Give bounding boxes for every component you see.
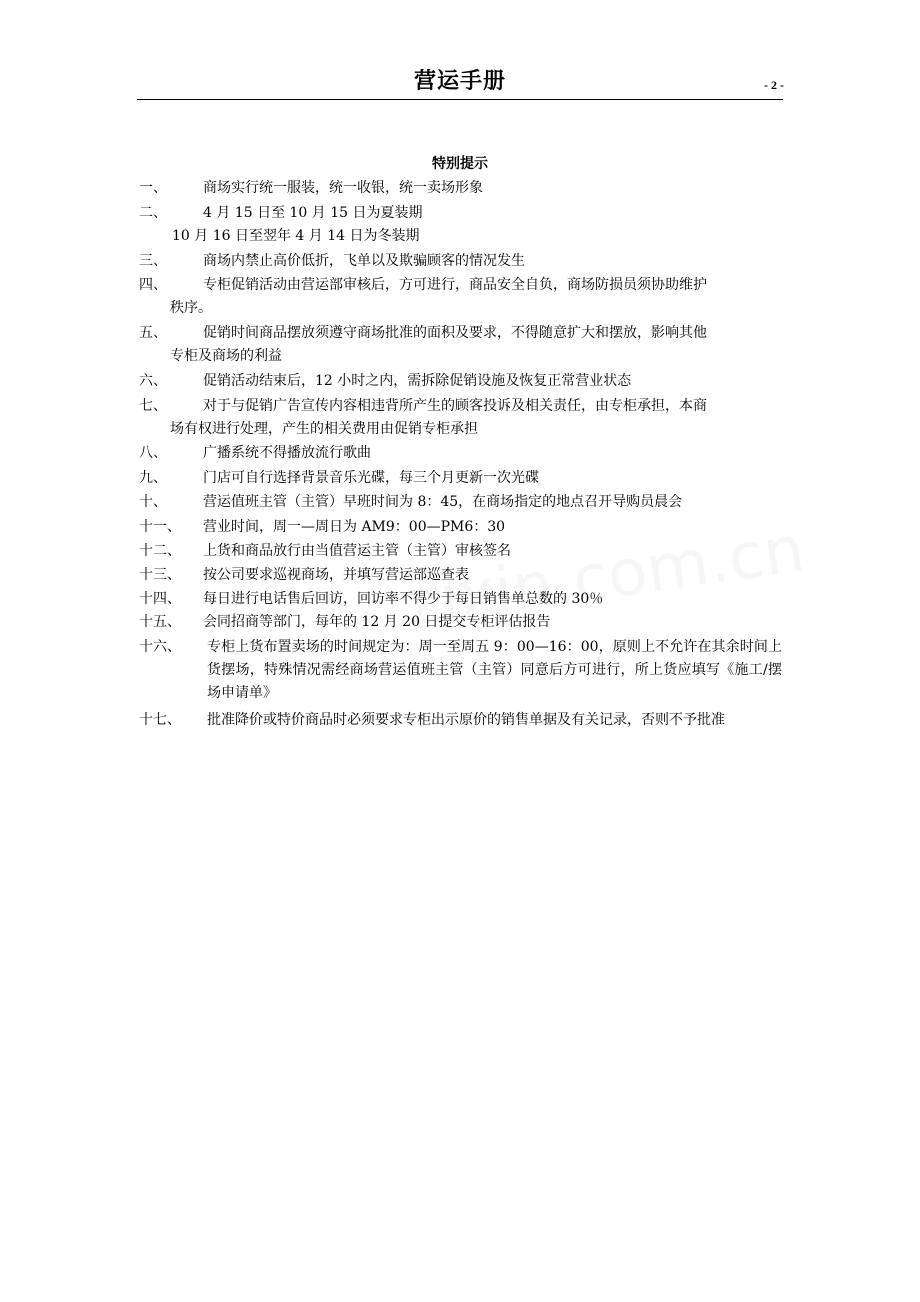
item-text: 营业时间，周一—周日为 AM9：00—PM6：30 bbox=[203, 519, 506, 535]
item-number: 二、 bbox=[139, 205, 167, 221]
item-text: 商场内禁止高价低折，飞单以及欺骗顾客的情况发生 bbox=[203, 253, 525, 269]
item-number: 十六、 bbox=[139, 639, 181, 655]
page-number: - 2 - bbox=[764, 78, 784, 92]
item-number: 五、 bbox=[139, 325, 167, 341]
item-text: 促销活动结束后，12 小时之内，需拆除促销设施及恢复正常营业状态 bbox=[203, 373, 632, 389]
item-text: 对于与促销广告宣传内容相违背所产生的顾客投诉及相关责任，由专柜承担，本商 bbox=[203, 398, 707, 414]
item-number: 十一、 bbox=[139, 519, 181, 535]
item-number: 九、 bbox=[139, 470, 167, 486]
item-number: 十四、 bbox=[139, 591, 181, 607]
item-text: 门店可自行选择背景音乐光碟，每三个月更新一次光碟 bbox=[203, 470, 539, 486]
item-text: 商场实行统一服装，统一收银，统一卖场形象 bbox=[203, 180, 483, 196]
item-text: 会同招商等部门，每年的 12 月 20 日提交专柜评估报告 bbox=[203, 614, 551, 630]
item-text: 营运值班主管（主管）早班时间为 8：45，在商场指定的地点召开导购员晨会 bbox=[203, 494, 683, 510]
item-number: 十、 bbox=[139, 494, 167, 510]
item-number: 十五、 bbox=[139, 614, 181, 630]
item-number: 一、 bbox=[139, 180, 167, 196]
item-text: 秩序。 bbox=[170, 300, 212, 316]
page-title: 营运手册 bbox=[413, 69, 506, 94]
item-text: 批准降价或特价商品时必须要求专柜出示原价的销售单据及有关记录，否则不予批准 bbox=[207, 712, 725, 728]
item-text: 上货和商品放行由当值营运主管（主管）审核签名 bbox=[203, 543, 511, 559]
item-text: 4 月 15 日至 10 月 15 日为夏装期 bbox=[203, 205, 423, 221]
item-text: 10 月 16 日至翌年 4 月 14 日为冬装期 bbox=[172, 228, 420, 244]
item-text: 按公司要求巡视商场，并填写营运部巡查表 bbox=[203, 567, 469, 583]
item-text: 促销时间商品摆放须遵守商场批准的面积及要求，不得随意扩大和摆放，影响其他 bbox=[203, 325, 707, 341]
item-text: 专柜及商场的利益 bbox=[170, 348, 282, 364]
item-text: 场有权进行处理，产生的相关费用由促销专柜承担 bbox=[170, 421, 478, 437]
item-number: 四、 bbox=[139, 277, 167, 293]
item-text: 专柜促销活动由营运部审核后，方可进行，商品安全自负，商场防损员须协助维护 bbox=[203, 277, 707, 293]
item-number: 八、 bbox=[139, 445, 167, 461]
item-text: 每日进行电话售后回访，回访率不得少于每日销售单总数的 30％ bbox=[203, 591, 604, 607]
item-number: 十七、 bbox=[139, 712, 181, 728]
item-number: 七、 bbox=[139, 398, 167, 414]
item-number: 十二、 bbox=[139, 543, 181, 559]
header-divider bbox=[137, 99, 783, 100]
item-text: 专柜上货布置卖场的时间规定为：周一至周五 9：00—16：00，原则上不允许在其余时间上货摆场，特殊情况需经商场营运值班主管（主管）同意后方可进行，所上货应填写《施工/摆场申请单》 bbox=[207, 639, 782, 701]
item-number: 十三、 bbox=[139, 567, 181, 583]
notice-title: 特别提示 bbox=[432, 156, 488, 172]
item-text: 广播系统不得播放流行歌曲 bbox=[203, 445, 371, 461]
item-number: 六、 bbox=[139, 373, 167, 389]
item-number: 三、 bbox=[139, 253, 167, 269]
